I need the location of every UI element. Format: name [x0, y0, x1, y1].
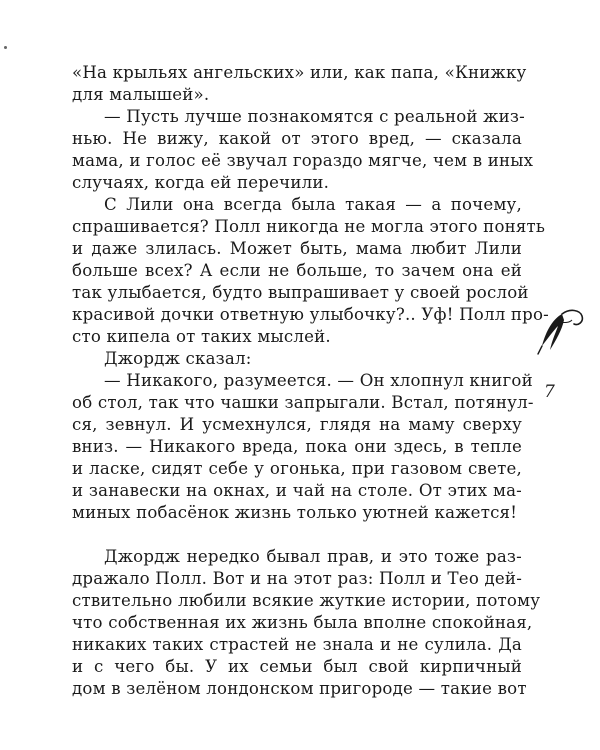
text-line: «На крыльях ангельских» или, как папа, «Книжку — [72, 63, 527, 82]
text-line: так улыбается, будто выпрашивает у своей рослой — [72, 283, 529, 302]
text-line: дражало Полл. Вот и на этот раз: Полл и Тео дей- — [72, 569, 522, 588]
text-line: — Пусть лучше познакомятся с реальной жиз- — [104, 107, 525, 126]
text-line: для малышей». — [72, 85, 210, 104]
text-line: ствительно любили всякие жуткие истории, потому — [72, 591, 541, 610]
text-line: и с чего бы. У их семьи был свой кирпичный — [72, 657, 522, 676]
text-line: миных побасёнок жизнь только уютней кажется! — [72, 503, 518, 522]
page-number: 7 — [544, 382, 555, 402]
text-line: спрашивается? Полл никогда не могла этого понять — [72, 217, 546, 236]
text-line: мама, и голос её звучал гораздо мягче, чем в иных — [72, 151, 534, 170]
text-line: об стол, так что чашки запрыгали. Встал, потянул- — [72, 393, 534, 412]
text-line: — Никакого, разумеется. — Он хлопнул книгой — [104, 371, 533, 390]
text-line: сто кипела от таких мыслей. — [72, 327, 331, 346]
text-line: и занавески на окнах, и чай на столе. От этих ма- — [72, 481, 522, 500]
text-line: случаях, когда ей перечили. — [72, 173, 330, 192]
text-line: дом в зелёном лондонском пригороде — такие вот — [72, 679, 527, 698]
text-line: Джордж сказал: — [104, 349, 252, 368]
text-line: вниз. — Никакого вреда, пока они здесь, в тепле — [72, 437, 522, 456]
text-line: и ласке, сидят себе у огонька, при газовом свете, — [72, 459, 522, 478]
text-line: что собственная их жизнь была вполне спокойная, — [72, 613, 533, 632]
text-line: нью. Не вижу, какой от этого вред, — сказала — [72, 129, 522, 148]
quill-pen-icon — [528, 300, 588, 360]
text-line: Джордж нередко бывал прав, и это тоже раз- — [104, 547, 522, 566]
text-line: и даже злилась. Может быть, мама любит Лили — [72, 239, 522, 258]
text-line: никаких таких страстей не знала и не сулила. Да — [72, 635, 522, 654]
page-edge-mark — [4, 46, 7, 49]
text-line: С Лили она всегда была такая — а почему, — [104, 195, 522, 214]
text-line: красивой дочки ответную улыбочку?.. Уф! Полл про- — [72, 305, 549, 324]
text-line: ся, зевнул. И усмехнулся, глядя на маму сверху — [72, 415, 522, 434]
text-line: больше всех? А если не больше, то зачем она ей — [72, 261, 522, 280]
